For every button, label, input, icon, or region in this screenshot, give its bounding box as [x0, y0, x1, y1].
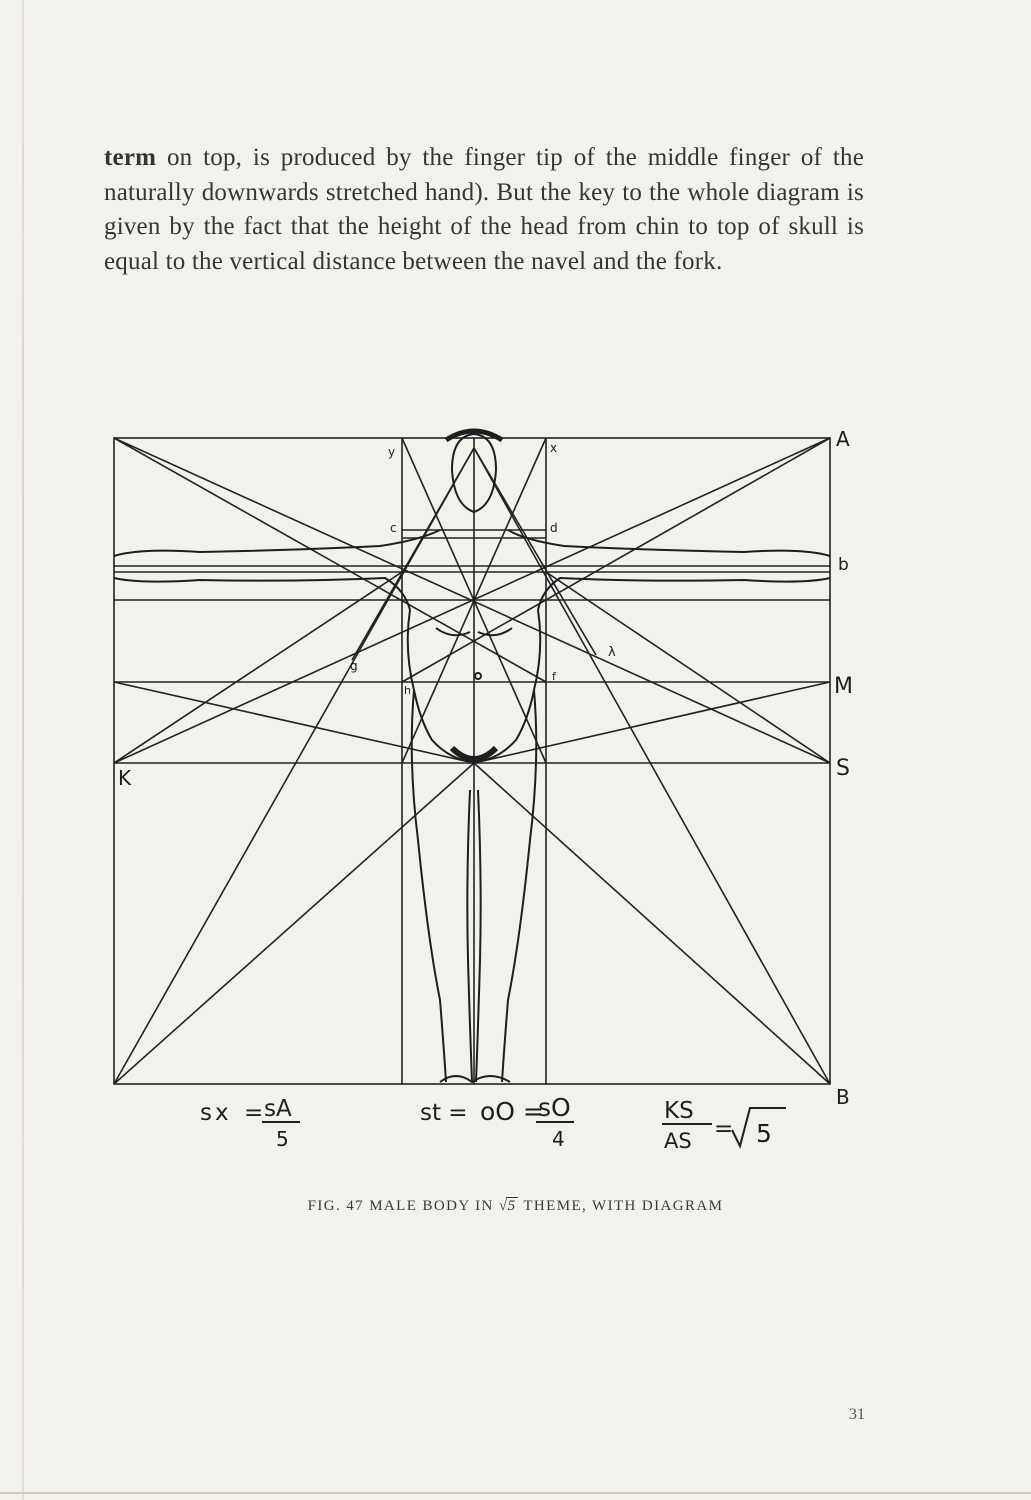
formula2-denominator: 4	[552, 1127, 565, 1151]
label-g: g	[350, 659, 358, 673]
formula1-equals: =	[244, 1100, 264, 1126]
formula3-root-value: 5	[756, 1119, 772, 1148]
formula1-left: sx	[200, 1100, 232, 1126]
formula2-left: st =	[420, 1100, 468, 1126]
label-h: h	[404, 684, 411, 697]
label-M: M	[834, 674, 853, 699]
formula3-denominator: AS	[664, 1129, 692, 1153]
label-b: b	[838, 555, 849, 575]
caption-prefix: FIG. 47 MALE BODY IN	[307, 1198, 499, 1214]
left-arm-bottom	[114, 578, 410, 610]
formula3-numerator: KS	[664, 1098, 694, 1124]
formula1-numerator: sA	[264, 1096, 292, 1122]
label-A: A	[836, 427, 850, 451]
label-lambda: λ	[608, 645, 616, 660]
label-f: f	[552, 670, 556, 683]
label-B: B	[836, 1085, 850, 1109]
figure-caption	[0, 1197, 1031, 1215]
caption-root-value: 5	[507, 1198, 517, 1214]
male-figure	[114, 431, 830, 1082]
star-line-4	[474, 763, 830, 1084]
formula1-denominator: 5	[276, 1127, 289, 1151]
diagonal-4	[402, 438, 830, 682]
formulas	[200, 1093, 786, 1153]
head-line-2	[474, 448, 596, 655]
formula2-middle: oO =	[480, 1097, 544, 1126]
label-x: x	[550, 441, 558, 455]
diagonal-3	[114, 438, 546, 682]
left-leg-inner	[467, 790, 472, 1082]
label-K: K	[118, 766, 132, 790]
star-line-3	[114, 763, 474, 1084]
label-d: d	[550, 521, 558, 535]
paragraph-text: on top, is produced by the finger tip of the middle finger of the naturally downwards stretched hand). But the key to the whole diagram is given by the fact that the height of the head from chin to top of skull is equal to the vertical distance between the navel and the fork.	[104, 144, 864, 275]
page-number: 31	[849, 1406, 865, 1423]
right-arm-bottom	[538, 578, 830, 610]
star-line-2	[474, 448, 830, 1084]
label-c: c	[390, 521, 397, 535]
figure-feet	[440, 1076, 510, 1082]
right-leg-inner	[476, 790, 481, 1082]
formula3-equals: =	[714, 1116, 734, 1142]
paragraph-lead-word: term	[104, 144, 157, 171]
figure-navel	[475, 673, 481, 679]
label-y: y	[388, 445, 396, 459]
caption-root-symbol: √	[498, 1198, 509, 1214]
label-S: S	[836, 756, 850, 781]
formula2-numerator: sO	[538, 1093, 571, 1122]
caption-suffix: THEME, WITH DIAGRAM	[518, 1198, 724, 1214]
